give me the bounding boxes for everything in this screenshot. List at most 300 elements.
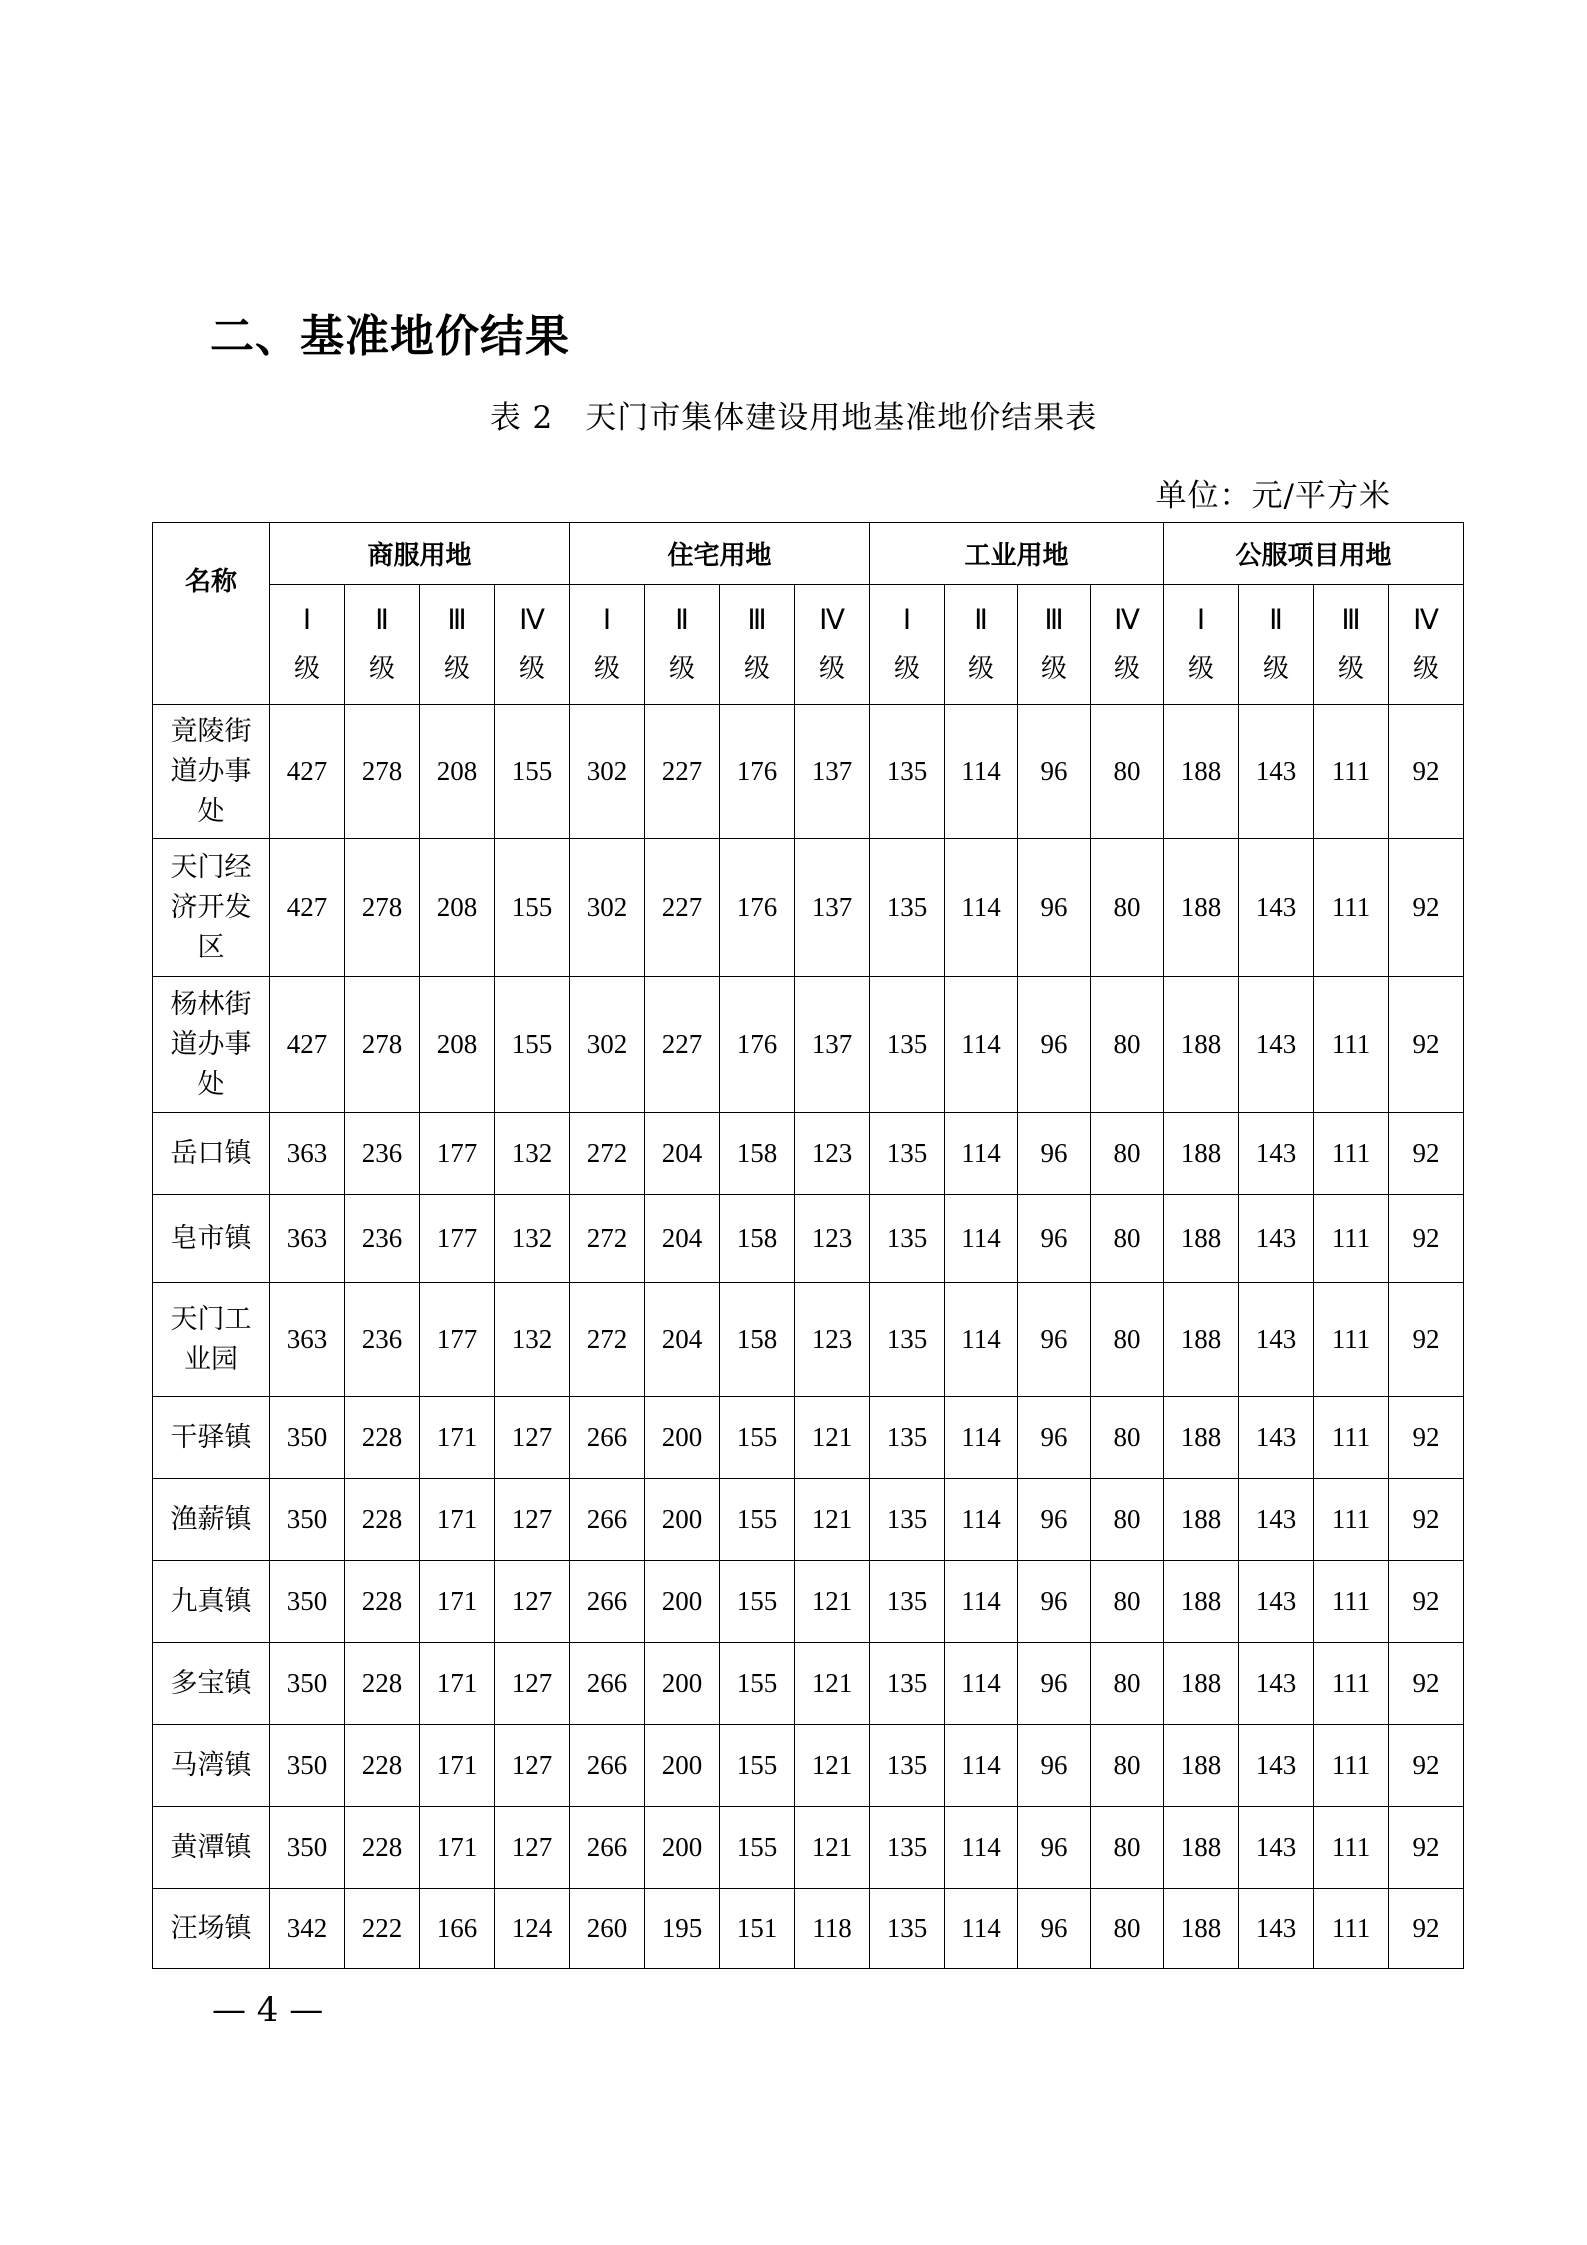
price-cell: 111 (1314, 705, 1389, 839)
price-cell: 278 (345, 977, 420, 1113)
region-name-cell (153, 1889, 270, 1969)
table-row (153, 1397, 1464, 1479)
level-suffix: 级 (819, 653, 846, 684)
price-cell: 200 (645, 1479, 720, 1561)
region-name-line: 竟陵街 (170, 715, 252, 747)
price-cell: 208 (420, 705, 495, 839)
price-cell: 132 (495, 1283, 570, 1397)
region-name-line: 济开发 (170, 891, 252, 923)
price-cell: 111 (1314, 1397, 1389, 1479)
price-cell: 111 (1314, 1643, 1389, 1725)
price-cell: 127 (495, 1479, 570, 1561)
price-cell: 143 (1239, 1725, 1314, 1807)
price-cell: 155 (495, 705, 570, 839)
level-header (1239, 585, 1314, 705)
price-cell: 171 (420, 1643, 495, 1725)
price-cell: 111 (1314, 1725, 1389, 1807)
price-cell: 188 (1164, 1807, 1239, 1889)
price-cell: 143 (1239, 977, 1314, 1113)
price-cell: 135 (870, 1889, 945, 1969)
level-suffix: 级 (1263, 653, 1290, 684)
price-cell: 80 (1091, 1807, 1164, 1889)
level-suffix: 级 (293, 653, 320, 684)
price-cell: 176 (720, 839, 795, 977)
price-cell: 92 (1389, 1889, 1464, 1969)
price-cell: 121 (795, 1561, 870, 1643)
price-cell: 204 (645, 1113, 720, 1195)
price-cell: 80 (1091, 1889, 1164, 1969)
price-cell: 171 (420, 1561, 495, 1643)
level-header (570, 585, 645, 705)
level-header (795, 585, 870, 705)
level-roman: Ⅱ (1269, 604, 1283, 636)
price-cell: 143 (1239, 1479, 1314, 1561)
price-cell: 143 (1239, 1397, 1314, 1479)
region-name-cell (153, 1479, 270, 1561)
price-cell: 278 (345, 839, 420, 977)
region-name-line: 多宝镇 (170, 1667, 252, 1699)
region-name-line: 杨林街 (170, 988, 252, 1020)
price-cell: 114 (945, 1643, 1018, 1725)
price-cell: 188 (1164, 705, 1239, 839)
price-cell: 227 (645, 705, 720, 839)
level-suffix: 级 (1413, 653, 1440, 684)
price-cell: 155 (720, 1725, 795, 1807)
price-cell: 222 (345, 1889, 420, 1969)
price-cell: 80 (1091, 1113, 1164, 1195)
level-suffix: 级 (894, 653, 921, 684)
region-name-cell (153, 1283, 270, 1397)
price-cell: 188 (1164, 1479, 1239, 1561)
price-cell: 80 (1091, 1479, 1164, 1561)
price-cell: 92 (1389, 1397, 1464, 1479)
price-cell: 111 (1314, 1195, 1389, 1283)
price-cell: 114 (945, 1195, 1018, 1283)
price-cell: 114 (945, 1113, 1018, 1195)
group-header-0: 商服用地 (270, 523, 570, 585)
price-cell: 227 (645, 977, 720, 1113)
price-cell: 135 (870, 1479, 945, 1561)
price-cell: 302 (570, 705, 645, 839)
level-suffix: 级 (443, 653, 470, 684)
price-cell: 195 (645, 1889, 720, 1969)
price-cell: 135 (870, 1643, 945, 1725)
price-cell: 111 (1314, 1113, 1389, 1195)
region-name-cell (153, 1561, 270, 1643)
price-cell: 151 (720, 1889, 795, 1969)
level-roman: Ⅲ (1341, 604, 1361, 636)
price-cell: 123 (795, 1283, 870, 1397)
price-cell: 96 (1018, 1479, 1091, 1561)
price-cell: 135 (870, 1283, 945, 1397)
region-name-cell (153, 1397, 270, 1479)
level-suffix: 级 (368, 653, 395, 684)
price-cell: 92 (1389, 1643, 1464, 1725)
price-cell: 92 (1389, 1113, 1464, 1195)
price-cell: 96 (1018, 839, 1091, 977)
price-cell: 155 (720, 1643, 795, 1725)
region-name-line: 皂市镇 (170, 1222, 252, 1254)
price-cell: 177 (420, 1195, 495, 1283)
region-name-line: 处 (197, 1068, 225, 1100)
price-cell: 188 (1164, 1397, 1239, 1479)
level-suffix: 级 (1041, 653, 1068, 684)
price-cell: 155 (720, 1807, 795, 1889)
price-cell: 132 (495, 1113, 570, 1195)
price-cell: 272 (570, 1283, 645, 1397)
price-cell: 188 (1164, 1725, 1239, 1807)
table-row (153, 1195, 1464, 1283)
price-cell: 350 (270, 1561, 345, 1643)
price-cell: 350 (270, 1725, 345, 1807)
region-name-line: 道办事 (170, 755, 252, 787)
level-roman: Ⅰ (602, 604, 612, 636)
price-cell: 200 (645, 1725, 720, 1807)
price-cell: 228 (345, 1643, 420, 1725)
price-cell: 171 (420, 1807, 495, 1889)
price-cell: 135 (870, 1725, 945, 1807)
region-name-line: 渔薪镇 (170, 1503, 252, 1535)
region-name-cell (153, 1725, 270, 1807)
region-name-line: 岳口镇 (170, 1137, 252, 1169)
price-cell: 127 (495, 1725, 570, 1807)
price-cell: 135 (870, 977, 945, 1113)
price-cell: 228 (345, 1479, 420, 1561)
price-cell: 200 (645, 1807, 720, 1889)
price-cell: 80 (1091, 1397, 1164, 1479)
region-name-cell (153, 1195, 270, 1283)
level-header (645, 585, 720, 705)
price-cell: 143 (1239, 1113, 1314, 1195)
level-header (1314, 585, 1389, 705)
level-suffix: 级 (968, 653, 995, 684)
level-suffix: 级 (519, 653, 546, 684)
price-cell: 166 (420, 1889, 495, 1969)
price-cell: 363 (270, 1113, 345, 1195)
price-cell: 155 (495, 977, 570, 1113)
price-cell: 188 (1164, 839, 1239, 977)
price-cell: 427 (270, 839, 345, 977)
price-cell: 302 (570, 839, 645, 977)
price-cell: 114 (945, 1725, 1018, 1807)
price-cell: 92 (1389, 1561, 1464, 1643)
level-roman: Ⅲ (447, 604, 467, 636)
price-cell: 111 (1314, 1283, 1389, 1397)
price-cell: 227 (645, 839, 720, 977)
price-cell: 80 (1091, 1195, 1164, 1283)
price-cell: 228 (345, 1725, 420, 1807)
price-cell: 96 (1018, 705, 1091, 839)
price-cell: 80 (1091, 1725, 1164, 1807)
price-cell: 114 (945, 839, 1018, 977)
price-cell: 135 (870, 1397, 945, 1479)
table-row (153, 1725, 1464, 1807)
price-cell: 266 (570, 1643, 645, 1725)
level-header (1389, 585, 1464, 705)
price-cell: 158 (720, 1195, 795, 1283)
price-cell: 96 (1018, 1195, 1091, 1283)
price-cell: 204 (645, 1195, 720, 1283)
price-cell: 266 (570, 1807, 645, 1889)
price-cell: 143 (1239, 705, 1314, 839)
price-cell: 80 (1091, 1643, 1164, 1725)
region-name-line: 天门工 (170, 1303, 252, 1335)
price-cell: 188 (1164, 1113, 1239, 1195)
price-cell: 266 (570, 1725, 645, 1807)
price-cell: 92 (1389, 977, 1464, 1113)
price-cell: 302 (570, 977, 645, 1113)
table-row (153, 1561, 1464, 1643)
region-name-cell (153, 977, 270, 1113)
price-cell: 121 (795, 1643, 870, 1725)
table-level-header-row (153, 585, 1464, 705)
price-cell: 92 (1389, 1807, 1464, 1889)
price-cell: 111 (1314, 1807, 1389, 1889)
page-number: — 4 — (212, 1990, 324, 2030)
price-cell: 143 (1239, 1283, 1314, 1397)
table-group-header-row (153, 523, 1464, 585)
group-header-2: 工业用地 (870, 523, 1164, 585)
table-row (153, 1889, 1464, 1969)
level-suffix: 级 (669, 653, 696, 684)
region-name-cell (153, 1643, 270, 1725)
price-cell: 342 (270, 1889, 345, 1969)
price-cell: 132 (495, 1195, 570, 1283)
price-cell: 200 (645, 1561, 720, 1643)
price-cell: 114 (945, 1889, 1018, 1969)
table-row (153, 1283, 1464, 1397)
price-cell: 96 (1018, 1397, 1091, 1479)
level-roman: Ⅱ (375, 604, 389, 636)
price-cell: 135 (870, 839, 945, 977)
price-cell: 135 (870, 705, 945, 839)
price-cell: 260 (570, 1889, 645, 1969)
price-cell: 266 (570, 1397, 645, 1479)
price-cell: 114 (945, 1561, 1018, 1643)
price-cell: 123 (795, 1195, 870, 1283)
price-cell: 127 (495, 1807, 570, 1889)
price-cell: 188 (1164, 1889, 1239, 1969)
price-cell: 158 (720, 1113, 795, 1195)
price-cell: 114 (945, 1283, 1018, 1397)
price-cell: 208 (420, 977, 495, 1113)
price-cell: 137 (795, 705, 870, 839)
price-cell: 350 (270, 1643, 345, 1725)
price-cell: 208 (420, 839, 495, 977)
price-cell: 80 (1091, 1283, 1164, 1397)
level-suffix: 级 (1338, 653, 1365, 684)
price-cell: 266 (570, 1479, 645, 1561)
price-cell: 176 (720, 705, 795, 839)
level-suffix: 级 (594, 653, 621, 684)
unit-note: 单位：元/平方米 (1155, 478, 1391, 514)
price-cell: 111 (1314, 977, 1389, 1113)
level-roman: Ⅰ (302, 604, 312, 636)
group-header-1: 住宅用地 (570, 523, 870, 585)
price-cell: 200 (645, 1643, 720, 1725)
level-suffix: 级 (744, 653, 771, 684)
price-cell: 155 (720, 1397, 795, 1479)
price-cell: 272 (570, 1113, 645, 1195)
price-cell: 143 (1239, 1561, 1314, 1643)
level-roman: Ⅰ (1196, 604, 1206, 636)
price-cell: 96 (1018, 1283, 1091, 1397)
price-cell: 135 (870, 1807, 945, 1889)
level-header (420, 585, 495, 705)
region-name-line: 道办事 (170, 1028, 252, 1060)
price-cell: 92 (1389, 839, 1464, 977)
region-name-line: 区 (197, 931, 225, 963)
level-header (1091, 585, 1164, 705)
region-name-line: 天门经 (170, 851, 252, 883)
level-roman: Ⅳ (819, 604, 845, 636)
price-cell: 121 (795, 1807, 870, 1889)
level-roman: Ⅳ (1114, 604, 1140, 636)
section-title: 二、基准地价结果 (210, 311, 570, 362)
price-cell: 114 (945, 1397, 1018, 1479)
price-cell: 137 (795, 977, 870, 1113)
price-cell: 155 (720, 1561, 795, 1643)
price-cell: 350 (270, 1397, 345, 1479)
level-roman: Ⅱ (675, 604, 689, 636)
price-cell: 135 (870, 1195, 945, 1283)
price-cell: 96 (1018, 1643, 1091, 1725)
price-cell: 171 (420, 1479, 495, 1561)
price-cell: 363 (270, 1283, 345, 1397)
price-cell: 118 (795, 1889, 870, 1969)
land-price-table (152, 522, 1464, 1969)
level-header (870, 585, 945, 705)
price-cell: 363 (270, 1195, 345, 1283)
price-cell: 92 (1389, 1479, 1464, 1561)
price-cell: 143 (1239, 839, 1314, 977)
price-cell: 350 (270, 1479, 345, 1561)
price-cell: 135 (870, 1113, 945, 1195)
price-cell: 96 (1018, 1807, 1091, 1889)
price-cell: 143 (1239, 1807, 1314, 1889)
price-cell: 188 (1164, 977, 1239, 1113)
price-cell: 96 (1018, 1113, 1091, 1195)
price-cell: 127 (495, 1561, 570, 1643)
price-cell: 427 (270, 977, 345, 1113)
level-header (945, 585, 1018, 705)
table-row (153, 1643, 1464, 1725)
price-cell: 80 (1091, 977, 1164, 1113)
region-name-line: 汪场镇 (170, 1912, 252, 1944)
price-cell: 121 (795, 1725, 870, 1807)
price-cell: 121 (795, 1397, 870, 1479)
price-cell: 143 (1239, 1643, 1314, 1725)
price-cell: 236 (345, 1283, 420, 1397)
price-cell: 96 (1018, 977, 1091, 1113)
price-cell: 171 (420, 1397, 495, 1479)
region-name-line: 业园 (184, 1343, 238, 1375)
price-cell: 228 (345, 1807, 420, 1889)
region-name-line: 九真镇 (170, 1585, 252, 1617)
level-header (495, 585, 570, 705)
region-name-line: 马湾镇 (170, 1749, 252, 1781)
price-cell: 155 (720, 1479, 795, 1561)
table-body (153, 705, 1464, 1969)
price-cell: 96 (1018, 1725, 1091, 1807)
price-cell: 124 (495, 1889, 570, 1969)
table-row (153, 1479, 1464, 1561)
price-cell: 236 (345, 1195, 420, 1283)
level-header (345, 585, 420, 705)
price-cell: 350 (270, 1807, 345, 1889)
region-name-cell (153, 705, 270, 839)
price-cell: 177 (420, 1283, 495, 1397)
level-roman: Ⅲ (747, 604, 767, 636)
price-cell: 96 (1018, 1561, 1091, 1643)
level-suffix: 级 (1188, 653, 1215, 684)
price-cell: 272 (570, 1195, 645, 1283)
level-suffix: 级 (1114, 653, 1141, 684)
price-cell: 200 (645, 1397, 720, 1479)
region-name-line: 干驿镇 (170, 1421, 252, 1453)
level-header (1018, 585, 1091, 705)
region-name-cell (153, 1113, 270, 1195)
price-cell: 80 (1091, 1561, 1164, 1643)
price-cell: 176 (720, 977, 795, 1113)
price-cell: 127 (495, 1397, 570, 1479)
price-cell: 228 (345, 1397, 420, 1479)
name-column-header: 名称 (153, 523, 270, 705)
level-roman: Ⅳ (1413, 604, 1439, 636)
price-cell: 123 (795, 1113, 870, 1195)
price-cell: 92 (1389, 1195, 1464, 1283)
group-header-3: 公服项目用地 (1164, 523, 1464, 585)
region-name-cell (153, 1807, 270, 1889)
price-cell: 158 (720, 1283, 795, 1397)
price-cell: 427 (270, 705, 345, 839)
price-cell: 114 (945, 705, 1018, 839)
price-cell: 111 (1314, 839, 1389, 977)
price-cell: 155 (495, 839, 570, 977)
price-cell: 266 (570, 1561, 645, 1643)
price-cell: 278 (345, 705, 420, 839)
level-header (720, 585, 795, 705)
price-cell: 188 (1164, 1643, 1239, 1725)
region-name-line: 处 (197, 795, 225, 827)
level-header (270, 585, 345, 705)
price-cell: 171 (420, 1725, 495, 1807)
price-cell: 236 (345, 1113, 420, 1195)
price-cell: 92 (1389, 1283, 1464, 1397)
price-cell: 111 (1314, 1561, 1389, 1643)
price-cell: 188 (1164, 1561, 1239, 1643)
table-row (153, 977, 1464, 1113)
price-cell: 228 (345, 1561, 420, 1643)
region-name-line: 黄潭镇 (170, 1831, 252, 1863)
price-cell: 92 (1389, 1725, 1464, 1807)
price-cell: 96 (1018, 1889, 1091, 1969)
price-cell: 143 (1239, 1889, 1314, 1969)
level-roman: Ⅱ (974, 604, 988, 636)
price-cell: 135 (870, 1561, 945, 1643)
price-cell: 111 (1314, 1479, 1389, 1561)
price-cell: 143 (1239, 1195, 1314, 1283)
table-row (153, 839, 1464, 977)
price-cell: 114 (945, 977, 1018, 1113)
price-cell: 80 (1091, 839, 1164, 977)
price-cell: 177 (420, 1113, 495, 1195)
table-caption: 表 2 天门市集体建设用地基准地价结果表 (489, 400, 1098, 436)
region-name-cell (153, 839, 270, 977)
price-cell: 80 (1091, 705, 1164, 839)
level-roman: Ⅳ (519, 604, 545, 636)
table-row (153, 705, 1464, 839)
